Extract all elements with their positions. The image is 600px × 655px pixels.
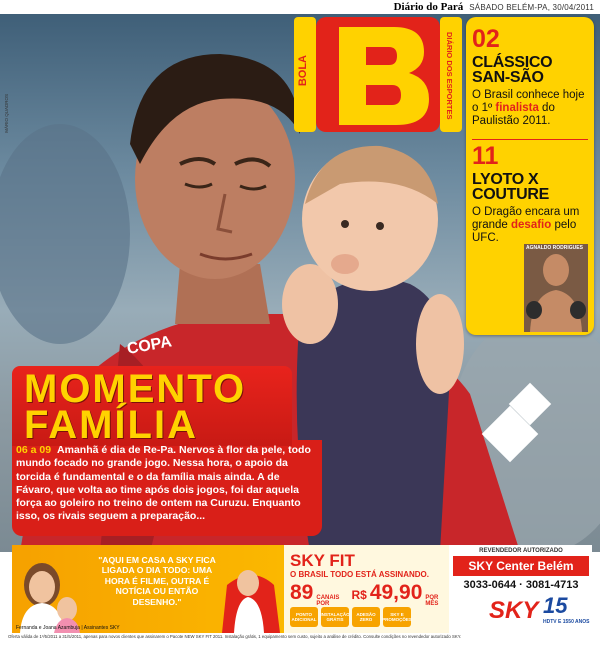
ad-credit: Fernanda e Joana Azambuja | Assinantes SKY <box>16 625 120 631</box>
headline-line2: FAMÍLIA <box>24 403 198 447</box>
channels-label: CANAIS POR <box>316 595 340 607</box>
ad-offer-panel <box>284 545 449 633</box>
story2-title-line2: COUTURE <box>472 186 550 203</box>
date-line: SÁBADO BELÉM-PA, 30/04/2011 <box>469 2 594 12</box>
skyfit-subtitle: O BRASIL TODO ESTÁ ASSINANDO. <box>290 570 429 579</box>
channel-count: 89 <box>290 581 314 604</box>
ad-dealer-panel <box>449 545 592 633</box>
headline-line1: MOMENTO <box>24 367 247 411</box>
masthead <box>0 0 600 14</box>
sky-tagline: HDTV E 1550 ANOS <box>543 619 590 625</box>
story2-text: O Dragão encara um grande desafio pelo UFC. <box>472 206 580 244</box>
price-suffix: POR MÊS <box>425 595 439 607</box>
story-divider <box>472 139 588 140</box>
dealer-name: SKY Center Belém <box>453 556 589 576</box>
dealer-phones: 3033-0644 · 3081-4713 <box>463 579 579 591</box>
skyfit-price-line <box>290 581 449 607</box>
lede-pages: 06 a 09 <box>16 444 52 456</box>
story1-text: O Brasil conhece hoje o 1º finalista do Paulistão 2011. <box>472 89 585 127</box>
ad-fine-print: Oferta válida de 1º/5/2011 a 31/5/2011, apenas para novos clientes que assinarem o Pacote NEW SKY FIT 2011. Instalação grátis, 1 equipamento sem custo, sujeito a análise de crédito. Consulte condições no revendedor autorizado SKY. <box>8 634 462 639</box>
newspaper-name: Diário do Pará <box>393 1 464 13</box>
story2-title-line1: LYOTO X <box>472 171 539 188</box>
sky-15-years: 15 <box>543 593 568 618</box>
fighter-photo-credit: AGNALDO RODRIGUES <box>526 245 583 251</box>
svg-text:COPA: COPA <box>125 333 174 358</box>
ad-quote: "AQUI EM CASA A SKY FICA LIGADA O DIA TODO: UMA HORA É FILME, OUTRA É NOTÍCIA OU ENTÃO DESENHO." <box>98 555 216 607</box>
story1-page-number: 02 <box>472 25 500 53</box>
perk-item: ADESÃO ZERO <box>352 607 380 627</box>
story2-page-number: 11 <box>472 142 499 170</box>
bola-section-logo <box>294 17 462 132</box>
perk-item: INSTALAÇÃO GRÁTIS <box>321 607 349 627</box>
skyfit-title: SKY FIT <box>290 551 355 570</box>
ad-perks <box>290 607 411 627</box>
story1-title-line1: CLÁSSICO <box>472 54 553 71</box>
perk-item: PONTO ADICIONAL <box>290 607 318 627</box>
logo-subtitle: DIÁRIO DOS ESPORTES <box>445 31 454 120</box>
price-value: 49,90 <box>369 581 423 604</box>
headline-box <box>12 366 292 446</box>
lede-text <box>16 444 312 524</box>
sky-advertisement[interactable] <box>12 545 592 633</box>
bola-label: BOLA <box>297 55 309 87</box>
side-panel <box>466 17 594 335</box>
sky-logo: SKY <box>489 597 539 624</box>
fighter-photo <box>524 244 588 332</box>
dealer-label: REVENDEDOR AUTORIZADO <box>479 548 563 554</box>
photo-credit: MÁRIO QUADROS <box>4 94 9 133</box>
story1-title-line2: SAN-SÃO <box>472 69 544 86</box>
lede-body: Amanhã é dia de Re-Pa. Nervos à flor da pele, todo mundo focado no grande jogo. Nessa hora, o apoio da torcida é fundamental e o da família mais ainda. A de Fávaro, que volta ao time após dois jogos, foi dar aquela força ao goleiro no treino de ontem na Curuzu. Enquanto isso, os rivais seguem a preparação... <box>16 444 311 523</box>
ad-testimonial-panel <box>12 545 284 633</box>
perk-item: SKY E PROMOÇÕES <box>383 607 411 627</box>
price-currency: R$ <box>351 588 367 602</box>
